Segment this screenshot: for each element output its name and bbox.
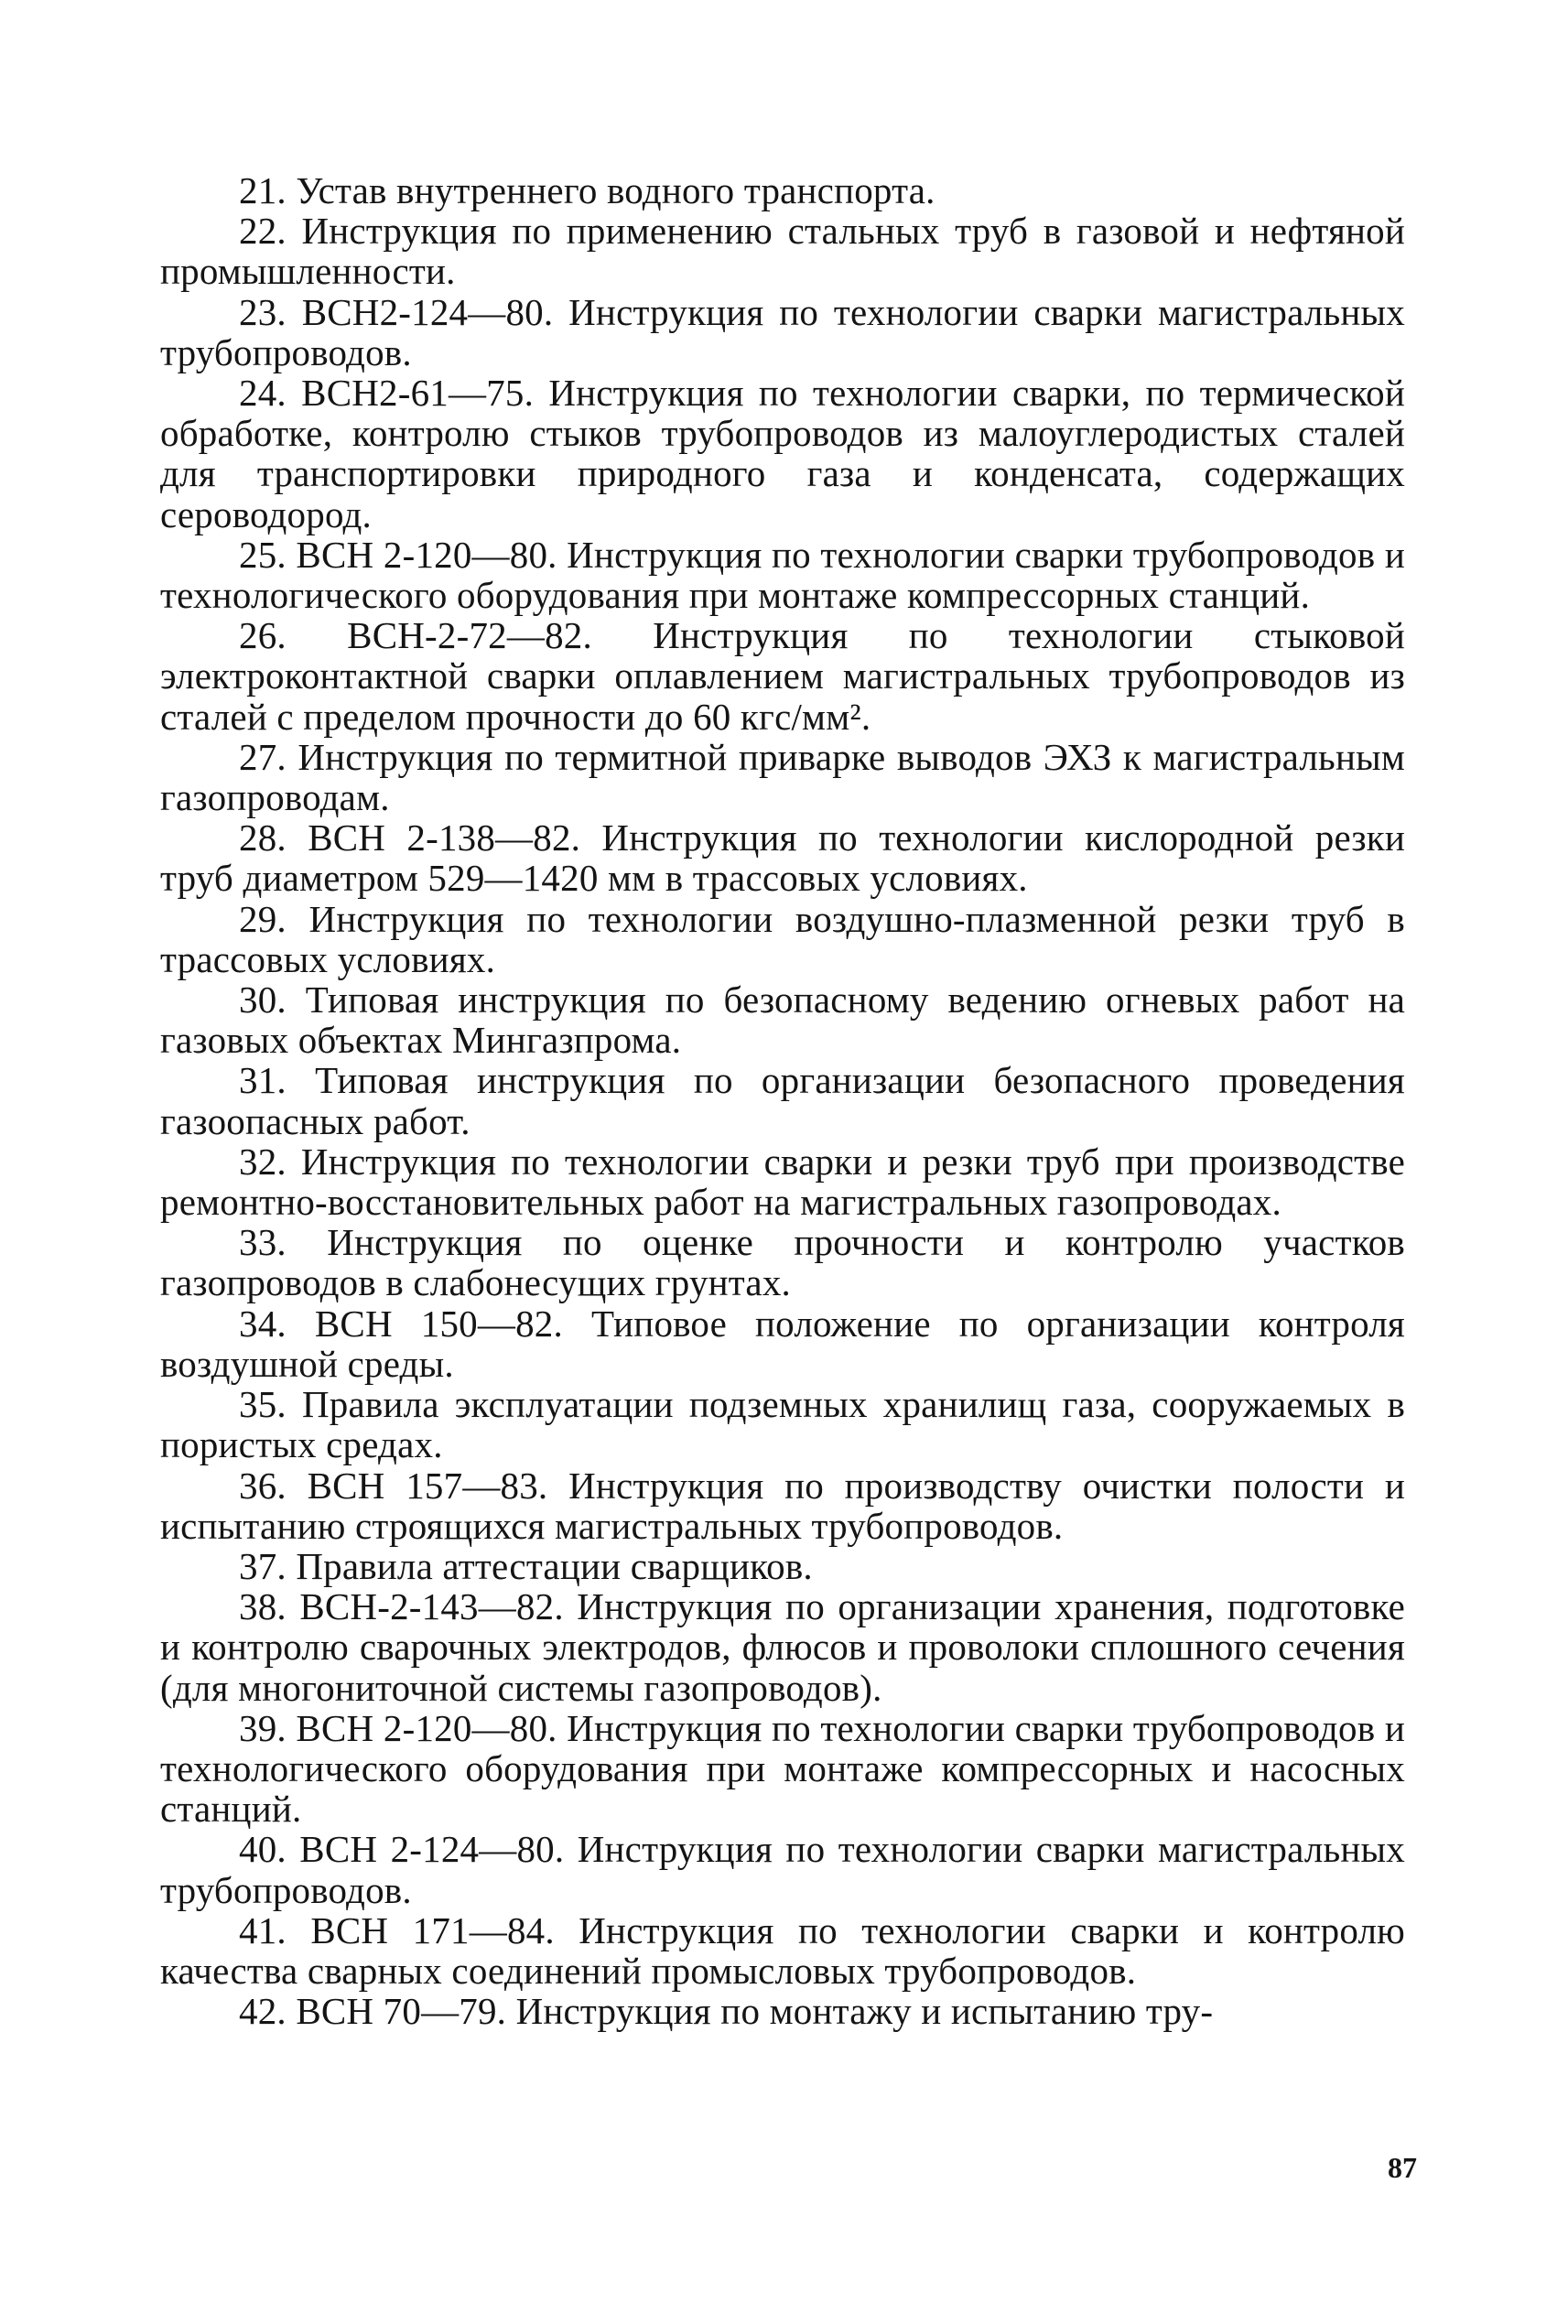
item-text: Инструкция по применению стальных труб в газовой и нефтяной промышленности. (160, 210, 1405, 293)
item-number: 39. (239, 1706, 287, 1749)
list-item (160, 1303, 1405, 1384)
item-text: ВСН 2-138—82. Инструкция по технологии кислородной резки труб диаметром 529—1420 мм в трассовых условиях. (160, 816, 1406, 900)
list-item (160, 535, 1405, 615)
item-text: ВСН-2-143—82. Инструкция по организации хранения, подготовке и контролю сварочных электродов, флюсов и проволоки сплошного сечения (для многониточной системы газопроводов). (160, 1585, 1405, 1709)
list-item (160, 373, 1405, 535)
item-number: 38. (239, 1585, 287, 1628)
list-item (160, 1910, 1405, 1991)
list-item (160, 1991, 1405, 2031)
item-number: 40. (239, 1828, 287, 1871)
item-text: Инструкция по технологии воздушно-плазменной резки труб в трассовых условиях. (160, 897, 1405, 980)
page-number: 87 (1388, 2151, 1417, 2184)
item-number: 27. (239, 735, 287, 778)
list-item (160, 292, 1405, 373)
list-item (160, 737, 1405, 817)
list-item (160, 170, 1405, 211)
list-item (160, 1465, 1405, 1546)
item-number: 26. (239, 614, 287, 657)
list-item (160, 1708, 1405, 1830)
item-number: 22. (239, 210, 287, 253)
item-number: 42. (239, 1990, 287, 2033)
list-item (160, 1141, 1405, 1222)
list-item (160, 1060, 1405, 1140)
list-item (160, 615, 1405, 737)
item-number: 34. (239, 1302, 287, 1345)
list-item (160, 979, 1405, 1060)
item-text: Типовая инструкция по организации безопасного проведения газоопасных работ. (160, 1059, 1405, 1142)
list-item (160, 1829, 1405, 1909)
item-text: ВСН2-124—80. Инструкция по технологии сварки магистральных трубопроводов. (160, 290, 1405, 373)
item-text: Инструкция по оценке прочности и контролю участков газопроводов в слабонесущих грунтах. (160, 1221, 1405, 1304)
item-number: 36. (239, 1464, 287, 1507)
item-number: 23. (239, 290, 287, 333)
item-text: ВСН-2-72—82. Инструкция по технологии стыковой электроконтактной сварки оплавлением магистральных трубопроводов из сталей с пределом прочности до 60 кгс/мм². (160, 614, 1405, 738)
item-text: Устав внутреннего водного транспорта. (296, 169, 935, 211)
item-text: ВСН 70—79. Инструкция по монтажу и испытанию тру- (296, 1990, 1214, 2033)
item-number: 31. (239, 1059, 287, 1102)
item-number: 29. (239, 897, 287, 940)
item-text: Инструкция по технологии сварки и резки труб при производстве ремонтно-восстановительных работ на магистральных газопроводах. (160, 1140, 1406, 1224)
list-item (160, 899, 1405, 979)
item-text: ВСН 2-124—80. Инструкция по технологии сварки магистральных трубопроводов. (160, 1828, 1405, 1911)
item-number: 24. (239, 372, 287, 415)
item-number: 37. (239, 1544, 287, 1587)
item-number: 30. (239, 978, 287, 1021)
item-text: Типовая инструкция по безопасному ведению огневых работ на газовых объектах Мингазпрома. (160, 978, 1406, 1062)
item-number: 41. (239, 1908, 287, 1951)
item-text: Правила эксплуатации подземных хранилищ газа, сооружаемых в пористых средах. (160, 1383, 1406, 1466)
item-text: ВСН 157—83. Инструкция по производству очистки полости и испытанию строящихся магистральных трубопроводов. (160, 1464, 1406, 1547)
list-item (160, 211, 1405, 291)
item-text: Правила аттестации сварщиков. (296, 1544, 813, 1587)
list-item (160, 1546, 1405, 1586)
document-body (160, 170, 1405, 2031)
item-text: Инструкция по термитной приварке выводов ЭХЗ к магистральным газопроводам. (160, 735, 1405, 819)
item-text: ВСН 150—82. Типовое положение по организации контроля воздушной среды. (160, 1302, 1405, 1385)
item-number: 35. (239, 1383, 287, 1426)
item-number: 33. (239, 1221, 287, 1264)
item-text: ВСН 171—84. Инструкция по технологии сварки и контролю качества сварных соединений промысловых трубопроводов. (160, 1908, 1405, 1992)
item-number: 28. (239, 816, 287, 859)
list-item (160, 817, 1405, 898)
list-item (160, 1222, 1405, 1303)
item-number: 25. (239, 533, 287, 576)
list-item (160, 1384, 1405, 1465)
item-text: ВСН 2-120—80. Инструкция по технологии сварки трубопроводов и технологического оборудования при монтаже компрессорных станций. (160, 533, 1405, 617)
item-text: ВСН 2-120—80. Инструкция по технологии сварки трубопроводов и технологического оборудования при монтаже компрессорных и насосных станций. (160, 1706, 1405, 1831)
item-text: ВСН2-61—75. Инструкция по технологии сварки, по термической обработке, контролю стыков трубопроводов из малоуглеродистых сталей для транспортировки природного газа и конденсата, содержащих сероводород. (160, 372, 1405, 535)
item-number: 32. (239, 1140, 287, 1183)
item-number: 21. (239, 169, 287, 211)
list-item (160, 1586, 1405, 1708)
